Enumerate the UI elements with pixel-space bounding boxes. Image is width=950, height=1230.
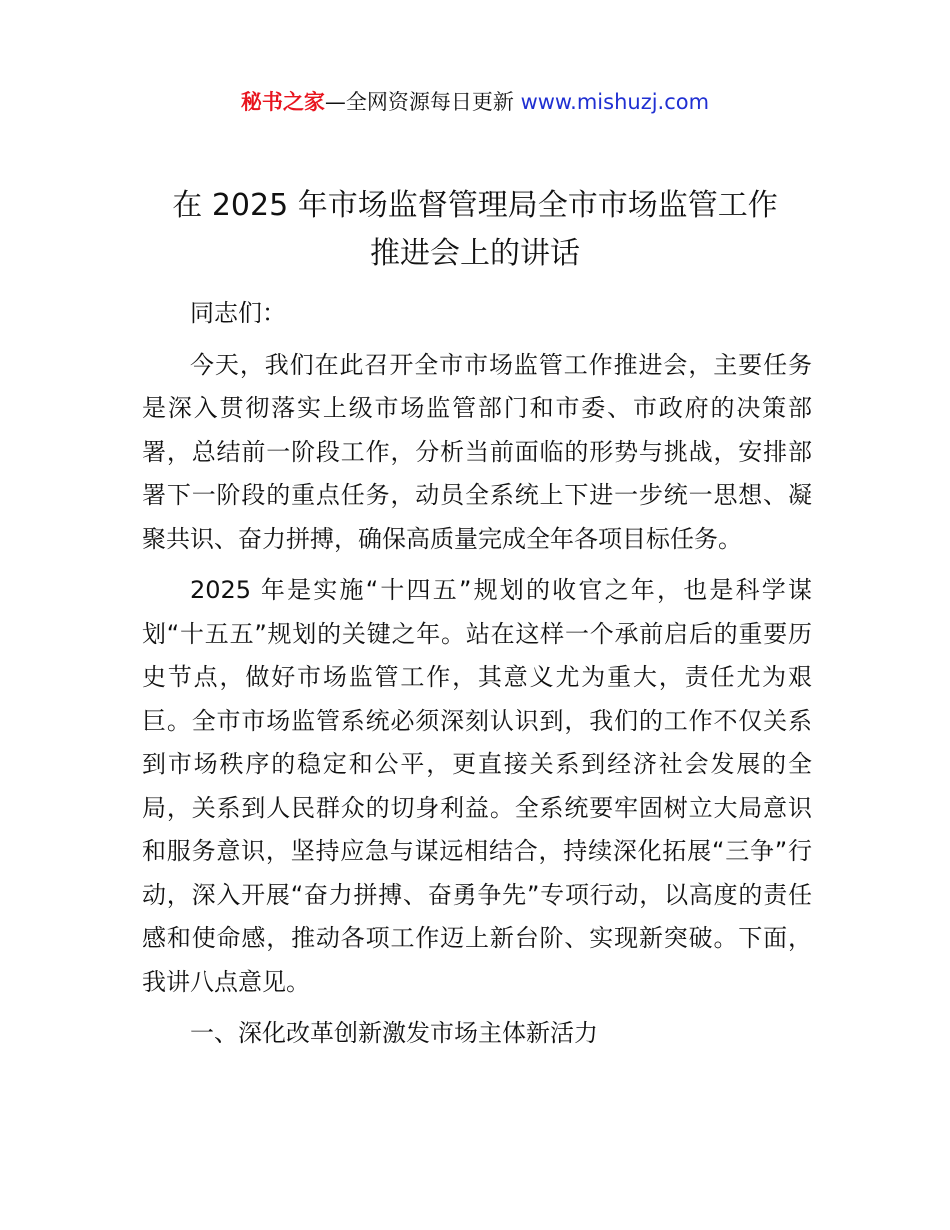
document-title-line-1: 在 2025 年市场监督管理局全市市场监管工作 bbox=[172, 188, 778, 223]
document-title bbox=[0, 182, 950, 278]
document-title-line-2: 推进会上的讲话 bbox=[370, 236, 580, 271]
section-heading: 一、深化改革创新激发市场主体新活力 bbox=[190, 1019, 598, 1047]
greeting: 同志们： bbox=[190, 299, 286, 327]
paragraph-2: 2025 年是实施“十四五”规划的收官之年，也是科学谋划“十五五”规划的关键之年。站在这样一个承前启后的重要历史节点，做好市场监管工作，其意义尤为重大，责任尤为艰巨。全市市场监管系统必须深刻认识到，我们的工作不仅关系到市场秩序的稳定和公平，更直接关系到经济社会发展的全局，关系到人民群众的切身利益。全系统要牢固树立大局意识和服务意识，坚持应急与谋远相结合，持续深化拓展“三争”行动，深入开展“奋力拼搏、奋勇争先”专项行动，以高度的责任感和使命感，推动各项工作迈上新台阶、实现新突破。下面，我讲八点意见。 bbox=[142, 576, 812, 996]
paragraph-1: 今天，我们在此召开全市市场监管工作推进会，主要任务是深入贯彻落实上级市场监管部门和市委、市政府的决策部署，总结前一阶段工作，分析当前面临的形势与挑战，安排部署下一阶段的重点任务，动员全系统上下进一步统一思想、凝聚共识、奋力拼搏，确保高质量完成全年各项目标任务。 bbox=[142, 350, 812, 553]
site-slogan: —全网资源每日更新 bbox=[324, 90, 521, 114]
document-body bbox=[142, 292, 812, 1056]
site-url-link[interactable]: www.mishuzj.com bbox=[520, 90, 710, 114]
site-header bbox=[0, 86, 950, 118]
site-brand: 秘书之家 bbox=[240, 90, 325, 114]
